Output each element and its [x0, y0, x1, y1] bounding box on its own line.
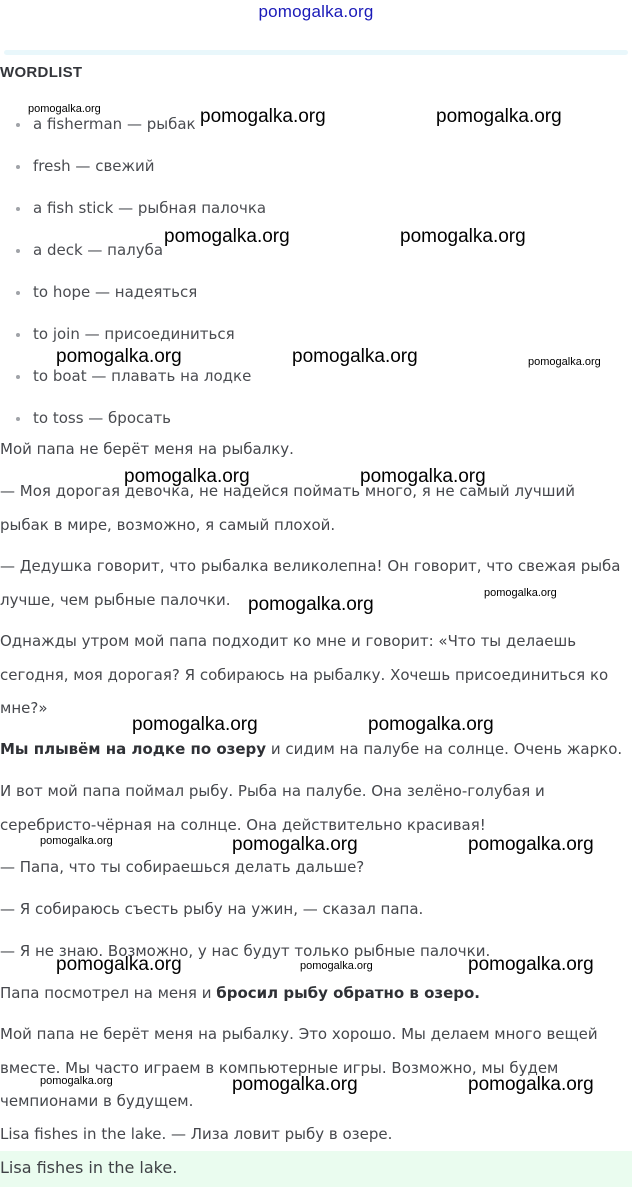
- watermark: pomogalka.org: [132, 714, 258, 735]
- paragraph-11: Мой папа не берёт меня на рыбалку. Это хорошо. Мы делаем много вещей вместе. Мы часто играем в компьютерные игры. Возможно, мы будем чемпионами в будущем.: [0, 1025, 598, 1110]
- watermark: pomogalka.org: [300, 960, 373, 972]
- watermark: pomogalka.org: [56, 954, 182, 975]
- watermark: pomogalka.org: [400, 226, 526, 247]
- paragraph-8: — Я собираюсь съесть рыбу на ужин, — сказал папа.: [0, 900, 424, 918]
- wordlist-item: to toss — бросать: [16, 408, 266, 450]
- paragraph-4: Однажды утром мой папа подходит ко мне и говорит: «Что ты делаешь сегодня, моя дорогая? Я собираюсь на рыбалку. Хочешь присоединиться ко мне?»: [0, 632, 609, 717]
- paragraph-1: Мой папа не берёт меня на рыбалку.: [0, 440, 294, 458]
- wordlist-item: a deck — палуба: [16, 240, 266, 282]
- watermark: pomogalka.org: [468, 834, 594, 855]
- answer-box: [0, 1151, 632, 1187]
- paragraph-9: — Я не знаю. Возможно, у нас будут только рыбные палочки.: [0, 942, 491, 960]
- wordlist: [16, 114, 266, 450]
- watermark: pomogalka.org: [436, 106, 562, 127]
- paragraph-5-bold: Мы плывём на лодке по озеру: [0, 740, 267, 758]
- bullet-icon: [16, 333, 20, 337]
- bullet-icon: [16, 249, 20, 253]
- watermark: pomogalka.org: [484, 587, 557, 599]
- watermark: pomogalka.org: [200, 106, 326, 127]
- top-divider: [4, 50, 628, 55]
- watermark: pomogalka.org: [248, 594, 374, 615]
- watermark: pomogalka.org: [124, 466, 250, 487]
- watermark: pomogalka.org: [232, 834, 358, 855]
- paragraph-2: — Моя дорогая девочка, не надейся поймать много, я не самый лучший рыбак в мире, возможно, я самый плохой.: [0, 482, 575, 534]
- paragraph-10-bold: бросил рыбу обратно в озеро.: [216, 984, 481, 1002]
- answer-text: Lisa fishes in the lake.: [0, 1158, 178, 1177]
- wordlist-item: to hope — надеяться: [16, 282, 266, 324]
- watermark: pomogalka.org: [40, 1075, 113, 1087]
- paragraph-6: И вот мой папа поймал рыбу. Рыба на палубе. Она зелёно-голубая и серебристо-чёрная на солнце. Она действительно красивая!: [0, 782, 545, 834]
- bullet-icon: [16, 417, 20, 421]
- bullet-icon: [16, 375, 20, 379]
- bullet-icon: [16, 165, 20, 169]
- watermark: pomogalka.org: [28, 103, 101, 115]
- wordlist-item: a fish stick — рыбная палочка: [16, 198, 266, 240]
- paragraph-10: [0, 977, 628, 1011]
- watermark: pomogalka.org: [232, 1074, 358, 1095]
- watermark: pomogalka.org: [292, 346, 418, 367]
- bullet-icon: [16, 291, 20, 295]
- site-link[interactable]: pomogalka.org: [258, 2, 374, 21]
- bullet-icon: [16, 123, 20, 127]
- watermark: pomogalka.org: [368, 714, 494, 735]
- watermark: pomogalka.org: [164, 226, 290, 247]
- paragraph-5: [0, 733, 628, 767]
- watermark: pomogalka.org: [40, 835, 113, 847]
- wordlist-item: to join — присоединиться: [16, 324, 266, 366]
- wordlist-item: to boat — плавать на лодке: [16, 366, 266, 408]
- bullet-icon: [16, 207, 20, 211]
- wordlist-item: a fisherman — рыбак: [16, 114, 266, 156]
- paragraph-12: Lisa fishes in the lake. — Лиза ловит рыбу в озере.: [0, 1125, 393, 1143]
- watermark: pomogalka.org: [56, 346, 182, 367]
- wordlist-item: fresh — свежий: [16, 156, 266, 198]
- watermark: pomogalka.org: [360, 466, 486, 487]
- paragraph-5-rest: и сидим на палубе на солнце. Очень жарко.: [266, 740, 623, 758]
- paragraph-7: — Папа, что ты собираешься делать дальше?: [0, 858, 365, 876]
- paragraph-10-start: Папа посмотрел на меня и: [0, 984, 217, 1002]
- watermark: pomogalka.org: [528, 356, 601, 368]
- paragraph-3: — Дедушка говорит, что рыбалка великолепна! Он говорит, что свежая рыба лучше, чем рыбные палочки.: [0, 557, 621, 609]
- watermark: pomogalka.org: [468, 954, 594, 975]
- watermark: pomogalka.org: [468, 1074, 594, 1095]
- wordlist-title: WORDLIST: [0, 64, 83, 81]
